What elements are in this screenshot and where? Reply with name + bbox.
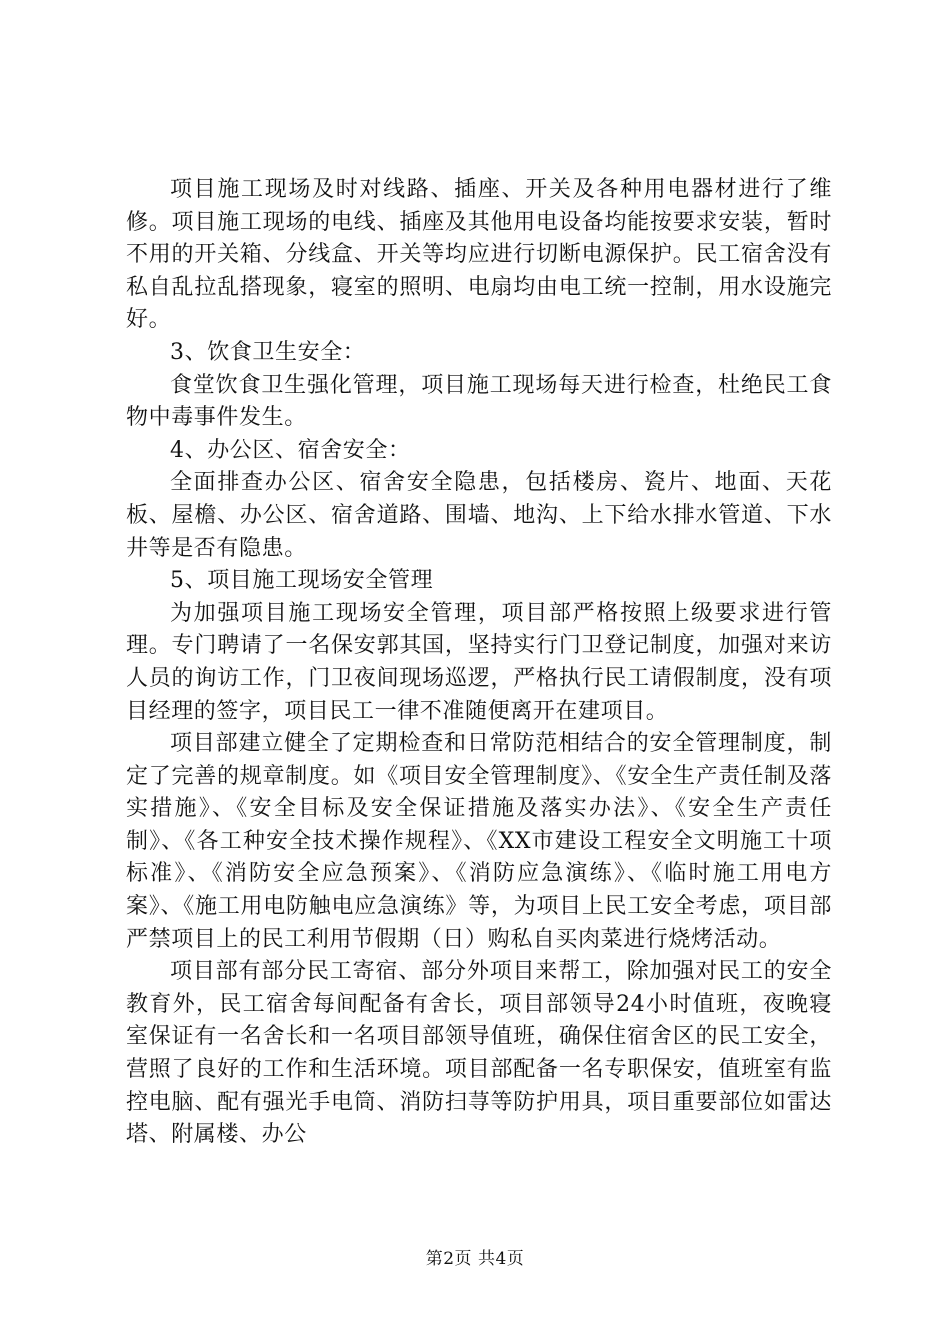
paragraph-food-safety: 食堂饮食卫生强化管理，项目施工现场每天进行检查，杜绝民工食物中毒事件发生。 (126, 372, 832, 431)
paragraph-dormitory: 项目部有部分民工寄宿、部分外项目来帮工，除加强对民工的安全教育外，民工宿舍每间配备有舍长，项目部领导24小时值班，夜晚寝室保证有一名舍长和一名项目部领导值班，确保住宿舍区的民工安全，营照了良好的工作和生活环境。项目部配备一名专职保安，值班室有监控电脑、配有强光手电筒、消防扫荨等防护用具，项目重要部位如雷达塔、附属楼、办公 (126, 959, 832, 1148)
page-footer: 第2页 共4页 (425, 1249, 525, 1269)
heading-office-dorm-safety: 4、办公区、宿舍安全： (170, 437, 411, 463)
paragraph-site-safety: 为加强项目施工现场安全管理，项目部严格按照上级要求进行管理。专门聘请了一名保安郭其国，坚持实行门卫登记制度，加强对来访人员的询访工作，门卫夜间现场巡逻，严格执行民工请假制度，没有项目经理的签字，项目民工一律不准随便离开在建项目。 (126, 600, 832, 724)
heading-food-safety: 3、饮食卫生安全： (170, 339, 366, 365)
paragraph-electrical: 项目施工现场及时对线路、插座、开关及各种用电器材进行了维修。项目施工现场的电线、插座及其他用电设备均能按要求安装，暂时不用的开关箱、分线盒、开关等均应进行切断电源保护。民工宿舍没有私自乱拉乱搭现象，寝室的照明、电扇均由电工统一控制，用水设施完好。 (126, 177, 832, 333)
document-body (126, 174, 832, 1152)
paragraph-regulations: 项目部建立健全了定期检查和日常防范相结合的安全管理制度，制定了完善的规章制度。如《项目安全管理制度》、《安全生产责任制及落实措施》、《安全目标及安全保证措施及落实办法》、《安全生产责任制》、《各工种安全技术操作规程》、《XX市建设工程安全文明施工十项标准》、《消防安全应急预案》、《消防应急演练》、《临时施工用电方案》、《施工用电防触电应急演练》等，为项目上民工安全考虑，项目部严禁项目上的民工利用节假期（日）购私自买肉菜进行烧烤活动。 (126, 731, 832, 952)
heading-site-safety: 5、项目施工现场安全管理 (170, 568, 434, 594)
paragraph-office-dorm-safety: 全面排查办公区、宿舍安全隐患，包括楼房、瓷片、地面、天花板、屋檐、办公区、宿舍道路、围墙、地沟、上下给水排水管道、下水井等是否有隐患。 (126, 470, 832, 561)
